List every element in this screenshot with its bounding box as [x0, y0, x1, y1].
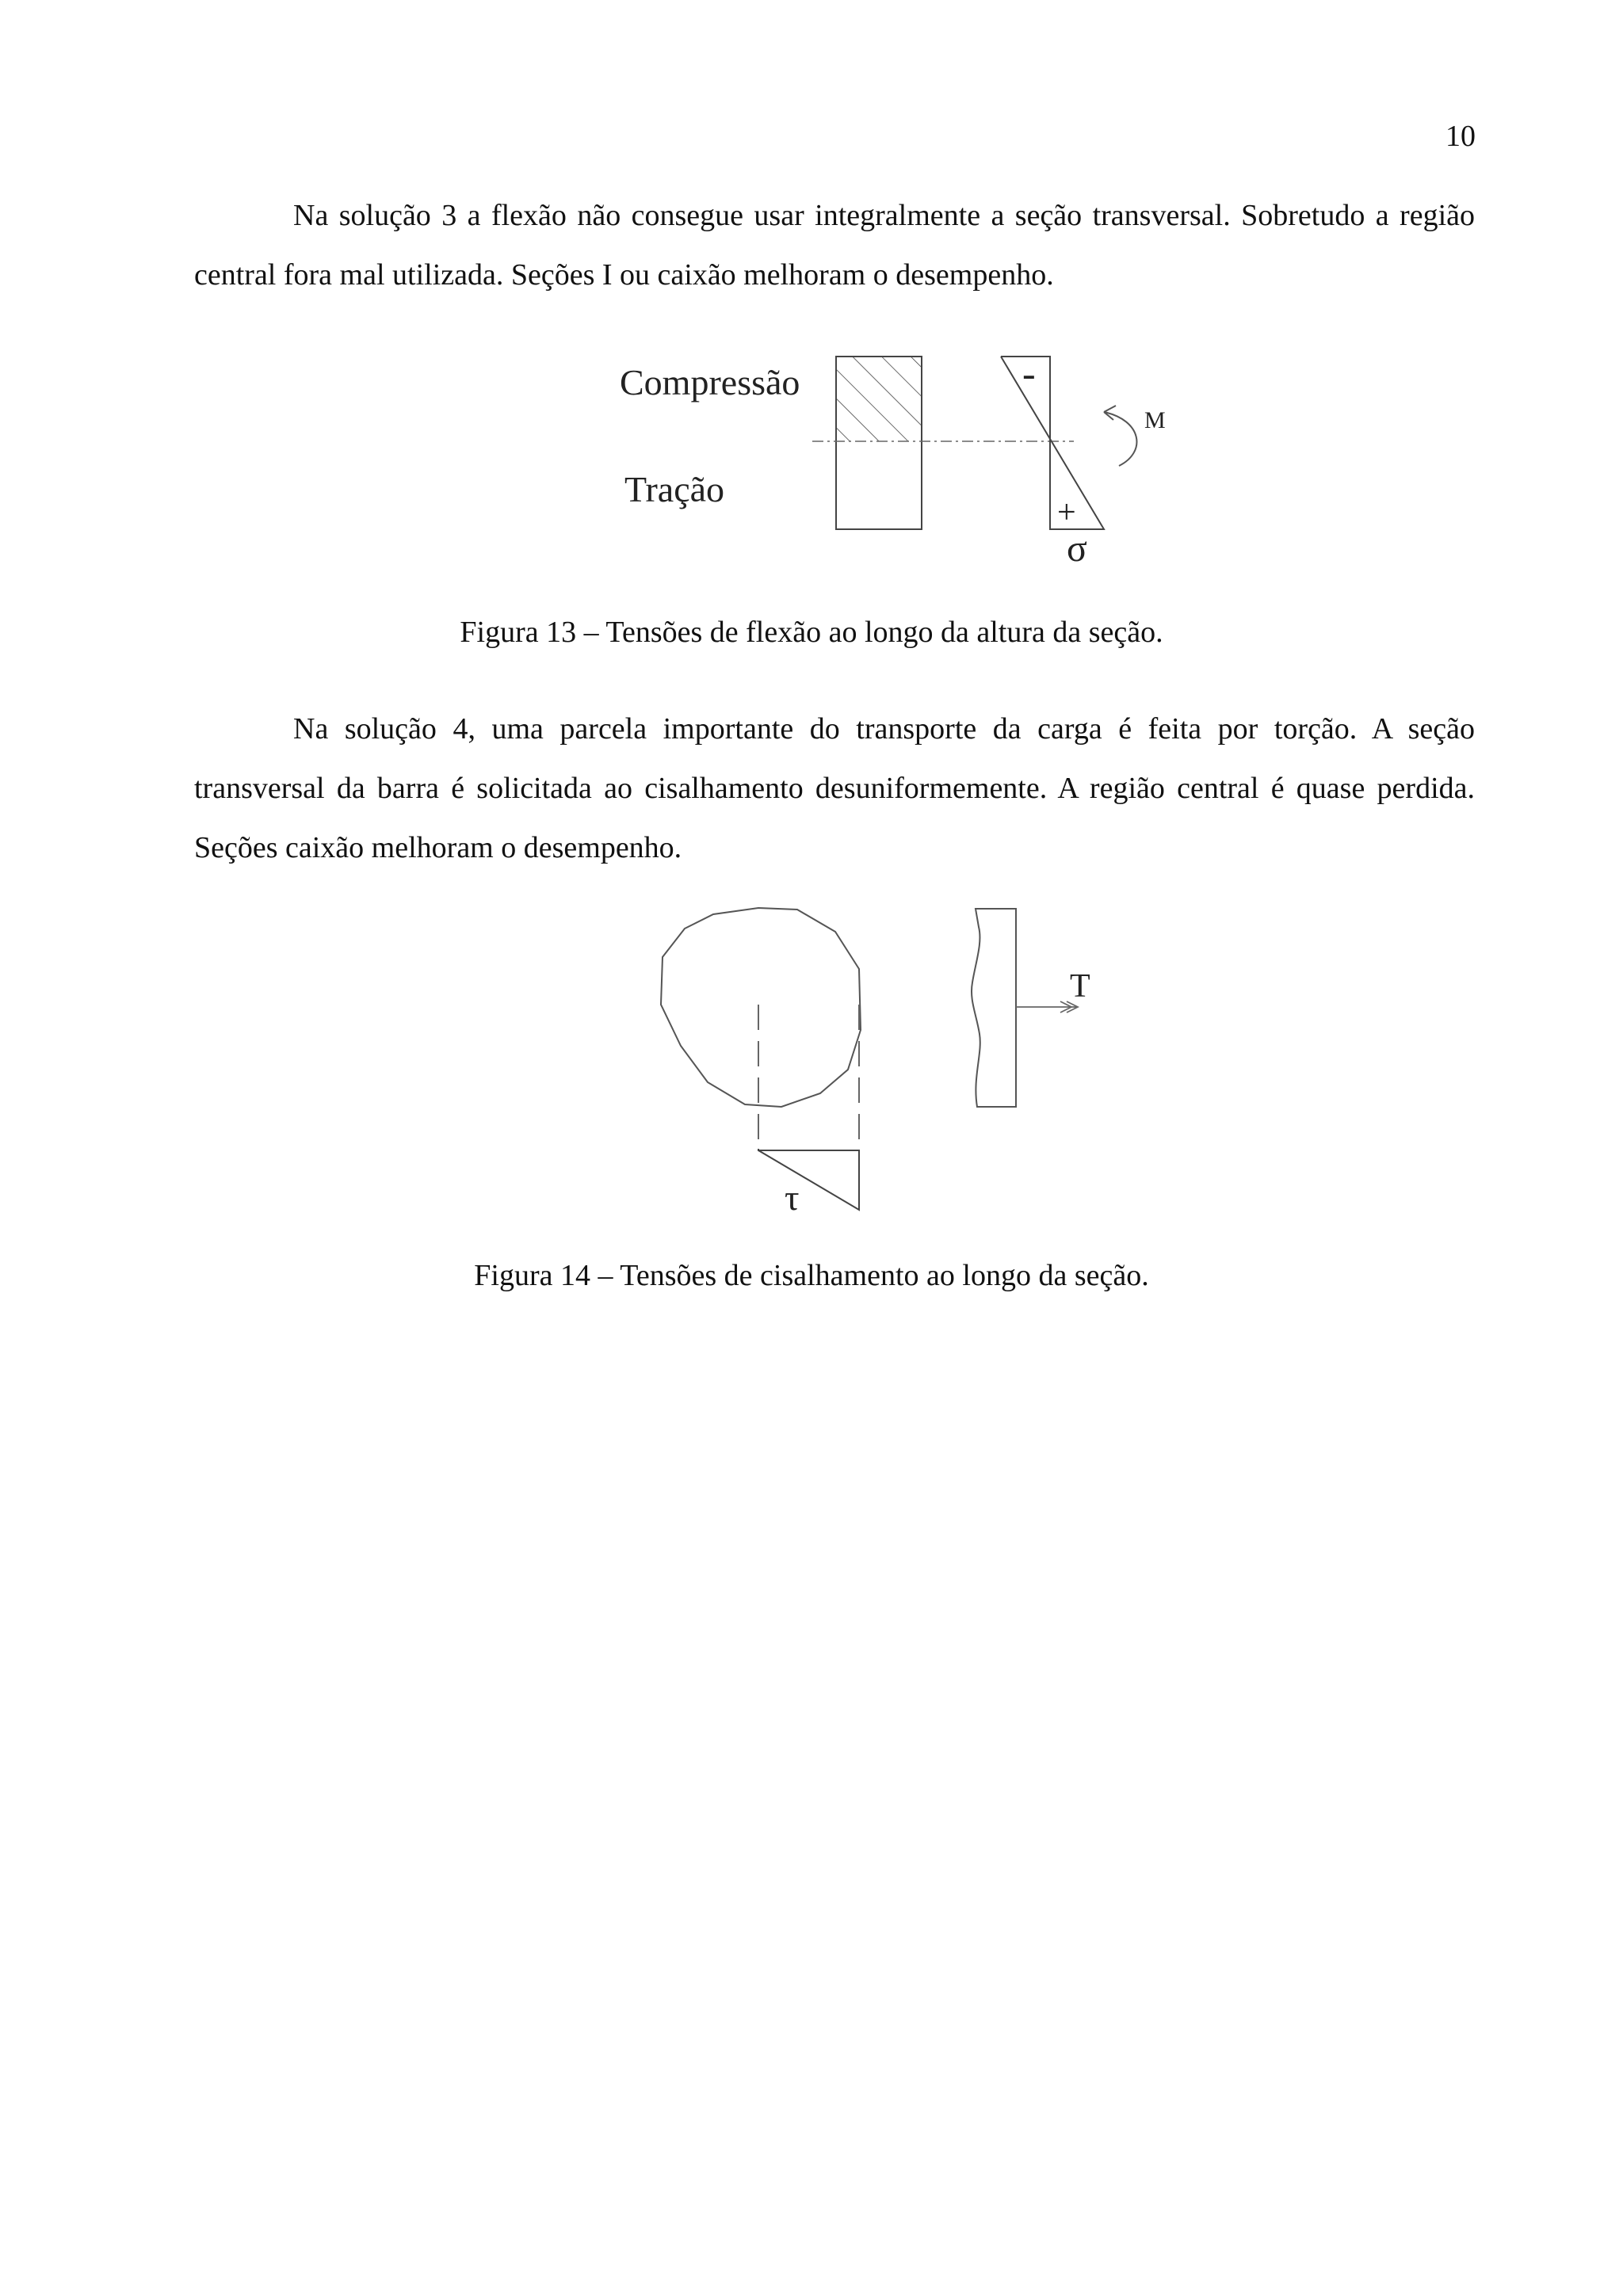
paragraph-1-text: Na solução 3 a flexão não consegue usar integralmente a seção transversal. Sobretudo a região central fora mal utilizada. Seções I ou caixão melhoram o desempenho. — [194, 199, 1475, 292]
torque-arrow-icon — [1016, 1001, 1078, 1013]
moment-label: M — [1144, 407, 1166, 433]
torque-label: T — [1070, 968, 1090, 1005]
stress-symbol: σ — [1067, 528, 1087, 570]
circular-section — [661, 908, 861, 1107]
minus-sign: - — [1022, 351, 1036, 395]
plus-sign: + — [1057, 494, 1076, 531]
paragraph-2-text: Na solução 4, uma parcela importante do transporte da carga é feita por torção. A seção transversal da barra é solicitada ao cisalhamento desuniformemente. A região central é quase perdida. Seções caixão melhoram o desempenho. — [194, 712, 1475, 864]
figure-14-caption: Figura 14 – Tensões de cisalhamento ao longo da seção. — [474, 1259, 1149, 1292]
moment-arrow-icon — [1104, 406, 1136, 466]
stress-distribution-diagram — [1001, 357, 1104, 529]
compression-label: Compressão — [620, 362, 800, 402]
bar-side-view — [972, 909, 1016, 1107]
page-number: 10 — [1445, 120, 1476, 153]
paragraph-1 — [194, 186, 1475, 305]
figure-13-caption: Figura 13 – Tensões de flexão ao longo da altura da seção. — [460, 616, 1163, 649]
shear-stress-distribution — [758, 1149, 859, 1210]
paragraph-2 — [194, 700, 1475, 878]
tension-label: Tração — [624, 469, 725, 509]
cross-section-rectangle — [836, 357, 922, 529]
shear-symbol: τ — [785, 1177, 800, 1218]
